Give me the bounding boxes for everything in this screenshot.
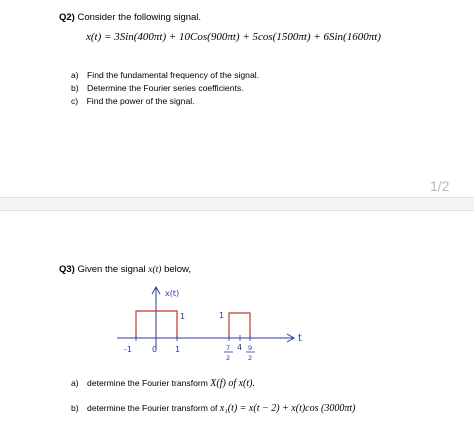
tick-minus-1: -1: [124, 345, 132, 354]
q2-item-a-marker: a): [71, 70, 79, 80]
q3-prompt-signal: x(t): [148, 265, 162, 275]
tick-9-over-2-denominator: 2: [248, 354, 253, 362]
q3-prompt-suffix: below,: [161, 264, 192, 275]
page-indicator: 1/2: [430, 178, 450, 194]
q2-number: Q2): [59, 12, 75, 23]
q3-item-a-text: determine the Fourier transform: [87, 378, 211, 388]
q3-item-a: [71, 378, 255, 389]
q3-item-a-math: X(f) of x(t).: [210, 378, 255, 389]
q2-item-c-text: Find the power of the signal.: [86, 96, 195, 106]
pulse-2-height-label: 1: [219, 311, 225, 320]
tick-1: 1: [175, 345, 181, 354]
q2-signal-equation: x(t) = 3Sin(400πt) + 10Cos(900πt) + 5cos(1500πt) + 6Sin(1600πt): [86, 31, 381, 43]
tick-7-over-2-numerator: 7: [226, 344, 231, 352]
q2-prompt: Consider the following signal.: [77, 12, 202, 23]
y-axis-label: x(t): [165, 289, 180, 298]
pulse-2: [229, 313, 250, 338]
tick-4: 4: [237, 343, 243, 352]
x-axis-label: t: [298, 333, 302, 344]
q3-item-b-marker: b): [71, 403, 79, 413]
tick-9-over-2-numerator: 9: [248, 344, 253, 352]
q3-item-b-math: x₁(t) = x(t − 2) + x(t)cos (3000πt): [219, 403, 356, 414]
q3-item-b-text: determine the Fourier transform of: [87, 403, 220, 413]
q3-prompt-prefix: Given the signal: [77, 264, 149, 275]
tick-0: 0: [152, 345, 158, 354]
q2-item-c-marker: c): [71, 96, 79, 106]
pulse-1-height-label: 1: [180, 312, 186, 321]
q2-item-a-text: Find the fundamental frequency of the signal.: [87, 70, 260, 80]
tick-7-over-2-denominator: 2: [226, 354, 231, 362]
q3-item-b: [71, 403, 355, 414]
q3-number: Q3): [59, 264, 75, 275]
q2-item-b-text: Determine the Fourier series coefficients.: [87, 83, 244, 93]
q3-item-a-marker: a): [71, 378, 79, 388]
q2-item-b-marker: b): [71, 83, 79, 93]
